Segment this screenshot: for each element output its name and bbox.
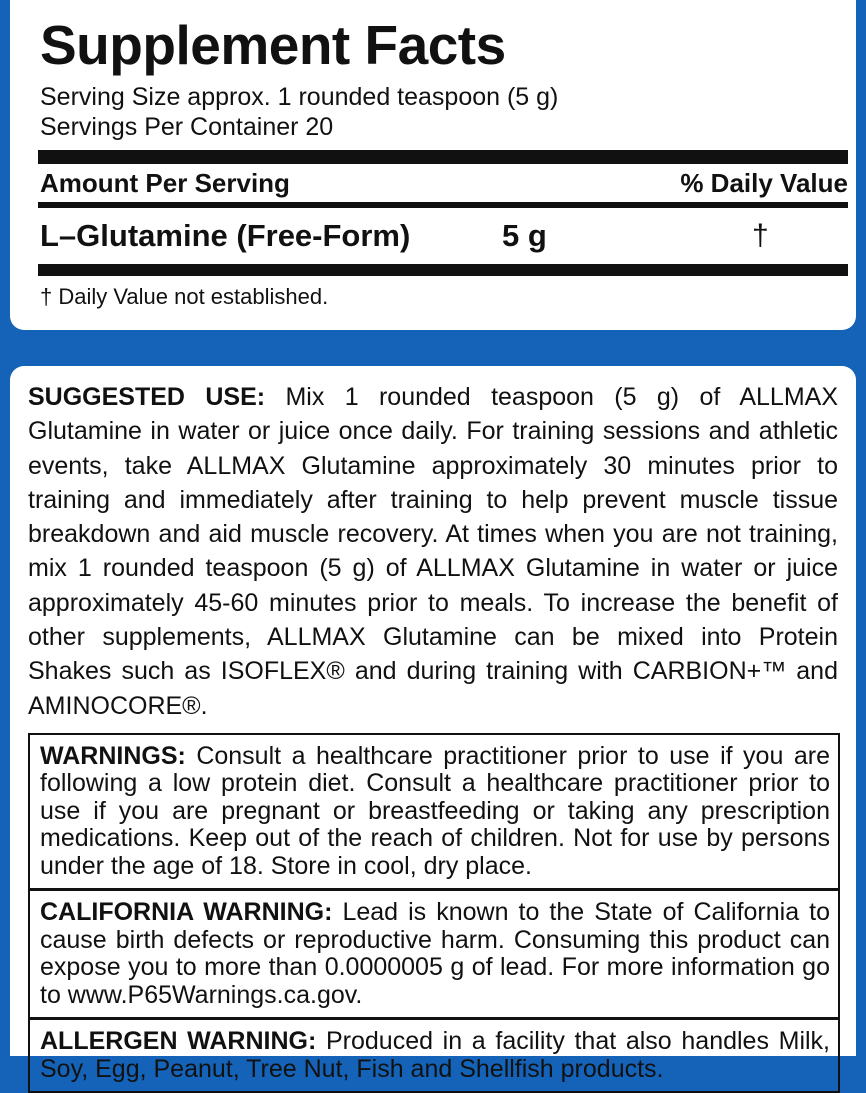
amount-header-row	[40, 164, 848, 202]
nutrient-daily-value: †	[752, 219, 769, 252]
nutrient-name: L–Glutamine (Free-Form)	[40, 218, 411, 253]
warnings-box	[28, 733, 840, 1093]
california-warning-label: CALIFORNIA WARNING:	[40, 898, 333, 927]
supplement-facts-panel	[10, 0, 856, 330]
nutrient-row	[40, 208, 848, 264]
facts-title: Supplement Facts	[40, 14, 506, 76]
california-warning	[30, 888, 838, 1017]
allergen-warning	[30, 1017, 838, 1091]
usage-panel	[10, 366, 856, 1083]
daily-value-header: % Daily Value	[680, 168, 848, 198]
thick-divider	[38, 150, 848, 164]
suggested-use-label: SUGGESTED USE:	[28, 383, 266, 411]
general-warning	[30, 735, 838, 889]
suggested-use-text: Mix 1 rounded teaspoon (5 g) of ALLMAX Glutamine in water or juice once daily. For training sessions and athletic events, take ALLMAX Glutamine approximately 30 minutes prior to training and immediately after training to help prevent muscle tissue breakdown and aid muscle recovery. At times when you are not training, mix 1 rounded teaspoon (5 g) of ALLMAX Glutamine in water or juice approximately 45-60 minutes prior to meals. To increase the benefit of other supplements, ALLMAX Glutamine can be mixed into Protein Shakes such as ISOFLEX® and during training with CARBION+™ and AMINOCORE®.	[28, 383, 838, 720]
warning-text: Consult a healthcare practitioner prior to use if you are following a low protein diet. Consult a healthcare practitioner prior to use if you are pregnant or breastfeeding or taking any prescription medications. Keep out of the reach of children. Not for use by persons under the age of 18. Store in cool, dry place.	[40, 741, 830, 880]
amount-per-serving-header: Amount Per Serving	[40, 168, 290, 198]
allergen-warning-label: ALLERGEN WARNING:	[40, 1027, 317, 1056]
warning-label: WARNINGS:	[40, 741, 186, 770]
suggested-use	[28, 380, 838, 723]
daily-value-footnote: † Daily Value not established.	[40, 284, 329, 309]
servings-per-container: Servings Per Container 20	[40, 113, 334, 141]
california-warning-text: Lead is known to the State of California to cause birth defects or reproductive harm. Consuming this product can expose you to more than 0.0000005 g of lead. For more information go to www.P65Warnings.ca.gov.	[40, 898, 830, 1009]
serving-info	[40, 82, 838, 142]
bottom-divider	[38, 264, 848, 276]
serving-size: Serving Size approx. 1 rounded teaspoon (5 g)	[40, 83, 559, 111]
allergen-warning-text: Produced in a facility that also handles Milk, Soy, Egg, Peanut, Tree Nut, Fish and Shellfish products.	[40, 1027, 830, 1083]
nutrient-amount: 5 g	[502, 218, 547, 253]
